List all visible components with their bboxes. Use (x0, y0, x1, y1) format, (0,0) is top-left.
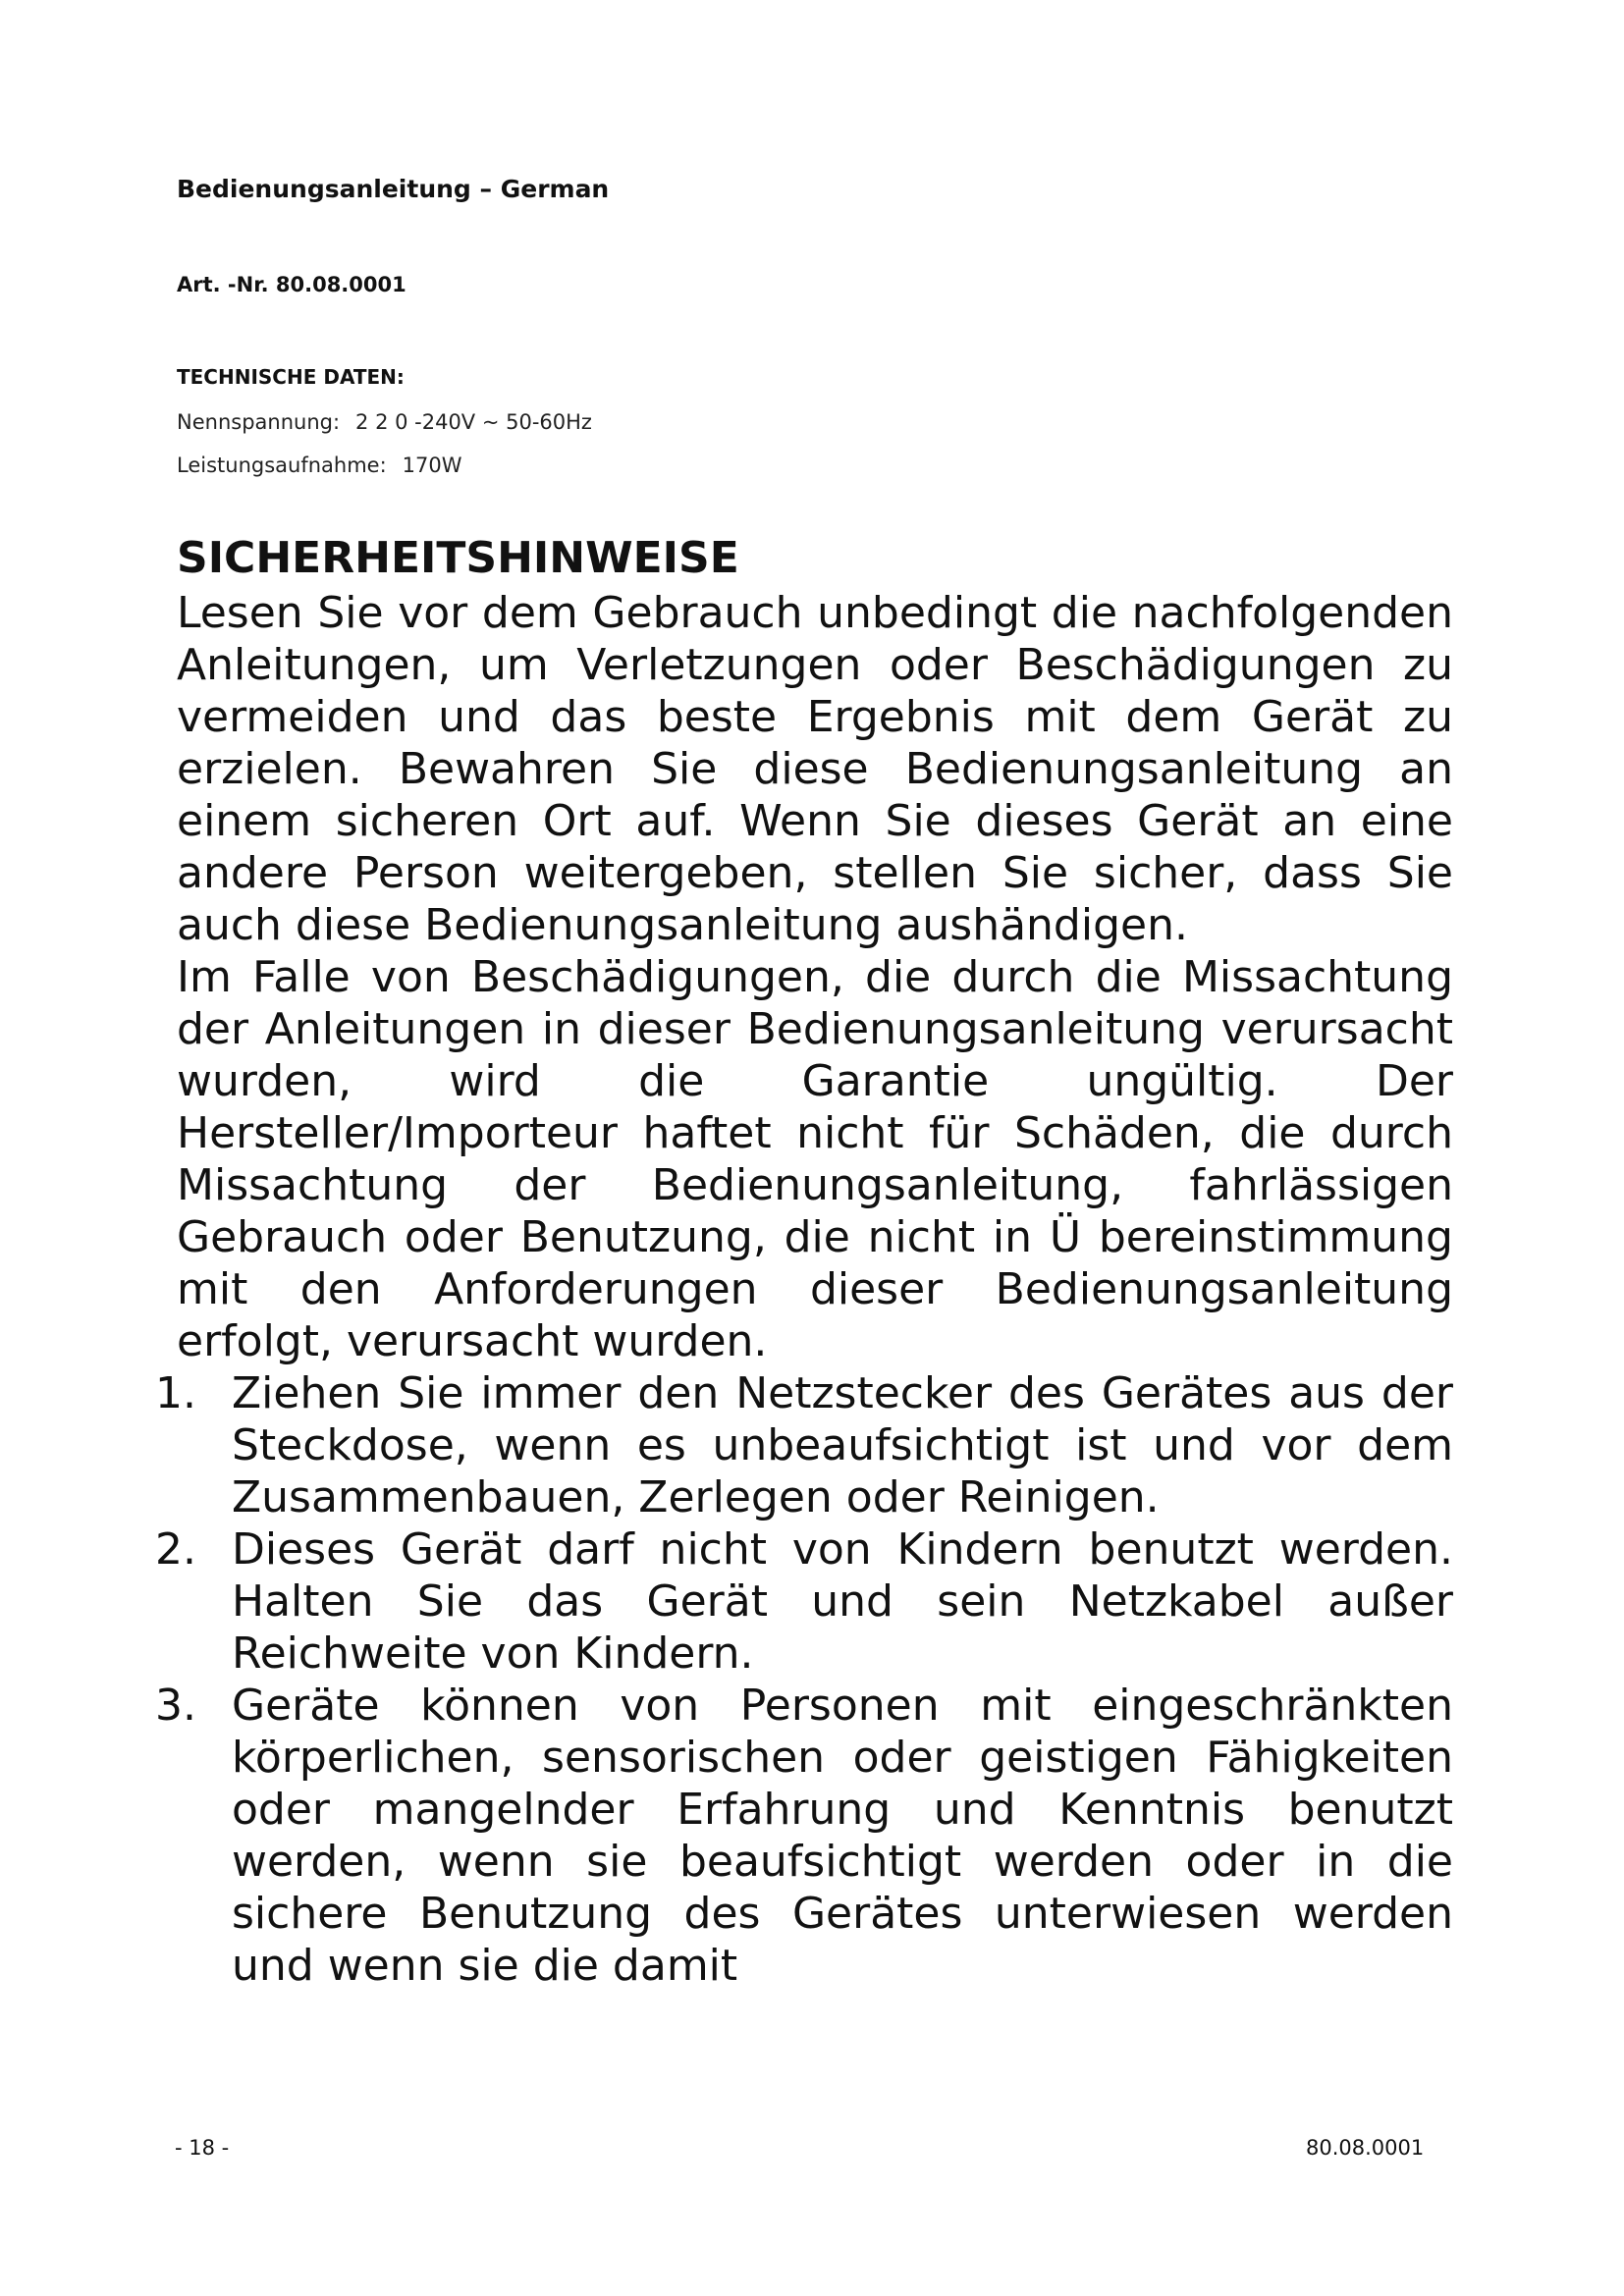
list-number: 1. (155, 1368, 196, 1418)
warranty-paragraph: Im Falle von Beschädigungen, die durch die Missachtung der Anleitungen in dieser Bedienungsanleitung verursacht wurden, wird die Garantie ungültig. Der Hersteller/Importeur haftet nicht für Schäden, die durch Missachtung der Bedienungsanleitung, fahrlässigen Gebrauch oder Benutzung, die nicht in Ü bereinstimmung mit den Anforderungen dieser Bedienungsanleitung erfolgt, verursacht wurden. (177, 952, 1453, 1366)
tech-label: Nennspannung: (177, 410, 341, 434)
article-number: Art. -Nr. 80.08.0001 (177, 273, 406, 296)
list-number: 3. (155, 1681, 196, 1731)
list-text: Ziehen Sie immer den Netzstecker des Gerätes aus der Steckdose, wenn es unbeaufsichtigt ist und vor dem Zusammenbauen, Zerlegen oder Reinigen. (232, 1368, 1453, 1522)
safety-paragraph: Lesen Sie vor dem Gebrauch unbedingt die nachfolgenden Anleitungen, um Verletzungen oder Beschädigungen zu vermeiden und das beste Ergebnis mit dem Gerät zu erzielen. Bewahren Sie diese Bedienungsanleitung an einem sicheren Ort auf. Wenn Sie dieses Gerät an eine andere Person weitergeben, stellen Sie sicher, dass Sie auch diese Bedienungsanleitung aushändigen. (177, 588, 1453, 950)
tech-row-power (177, 454, 462, 477)
safety-list (155, 1367, 1453, 1992)
document-title: Bedienungsanleitung – German (177, 175, 610, 203)
tech-data-heading: TECHNISCHE DATEN: (177, 365, 405, 389)
list-item (155, 1680, 1453, 1992)
tech-row-voltage (177, 410, 592, 434)
list-text: Dieses Gerät darf nicht von Kindern benutzt werden. Halten Sie das Gerät und sein Netzkabel außer Reichweite von Kindern. (232, 1524, 1453, 1679)
tech-value: 170W (402, 454, 462, 477)
tech-label: Leistungsaufnahme: (177, 454, 387, 477)
list-item (155, 1523, 1453, 1680)
page-number: - 18 - (175, 2136, 230, 2160)
tech-value: 2 2 0 -240V ~ 50-60Hz (355, 410, 592, 434)
list-text: Geräte können von Personen mit eingeschränkten körperlichen, sensorischen oder geistigen Fähigkeiten oder mangelnder Erfahrung und Kenntnis benutzt werden, wenn sie beaufsichtigt werden oder in die sichere Benutzung des Gerätes unterwiesen werden und wenn sie die damit (232, 1681, 1453, 1991)
list-number: 2. (155, 1524, 196, 1575)
footer-code: 80.08.0001 (1306, 2136, 1425, 2160)
section-title: SICHERHEITSHINWEISE (177, 533, 739, 583)
safety-section (155, 530, 1453, 1992)
list-item (155, 1367, 1453, 1523)
